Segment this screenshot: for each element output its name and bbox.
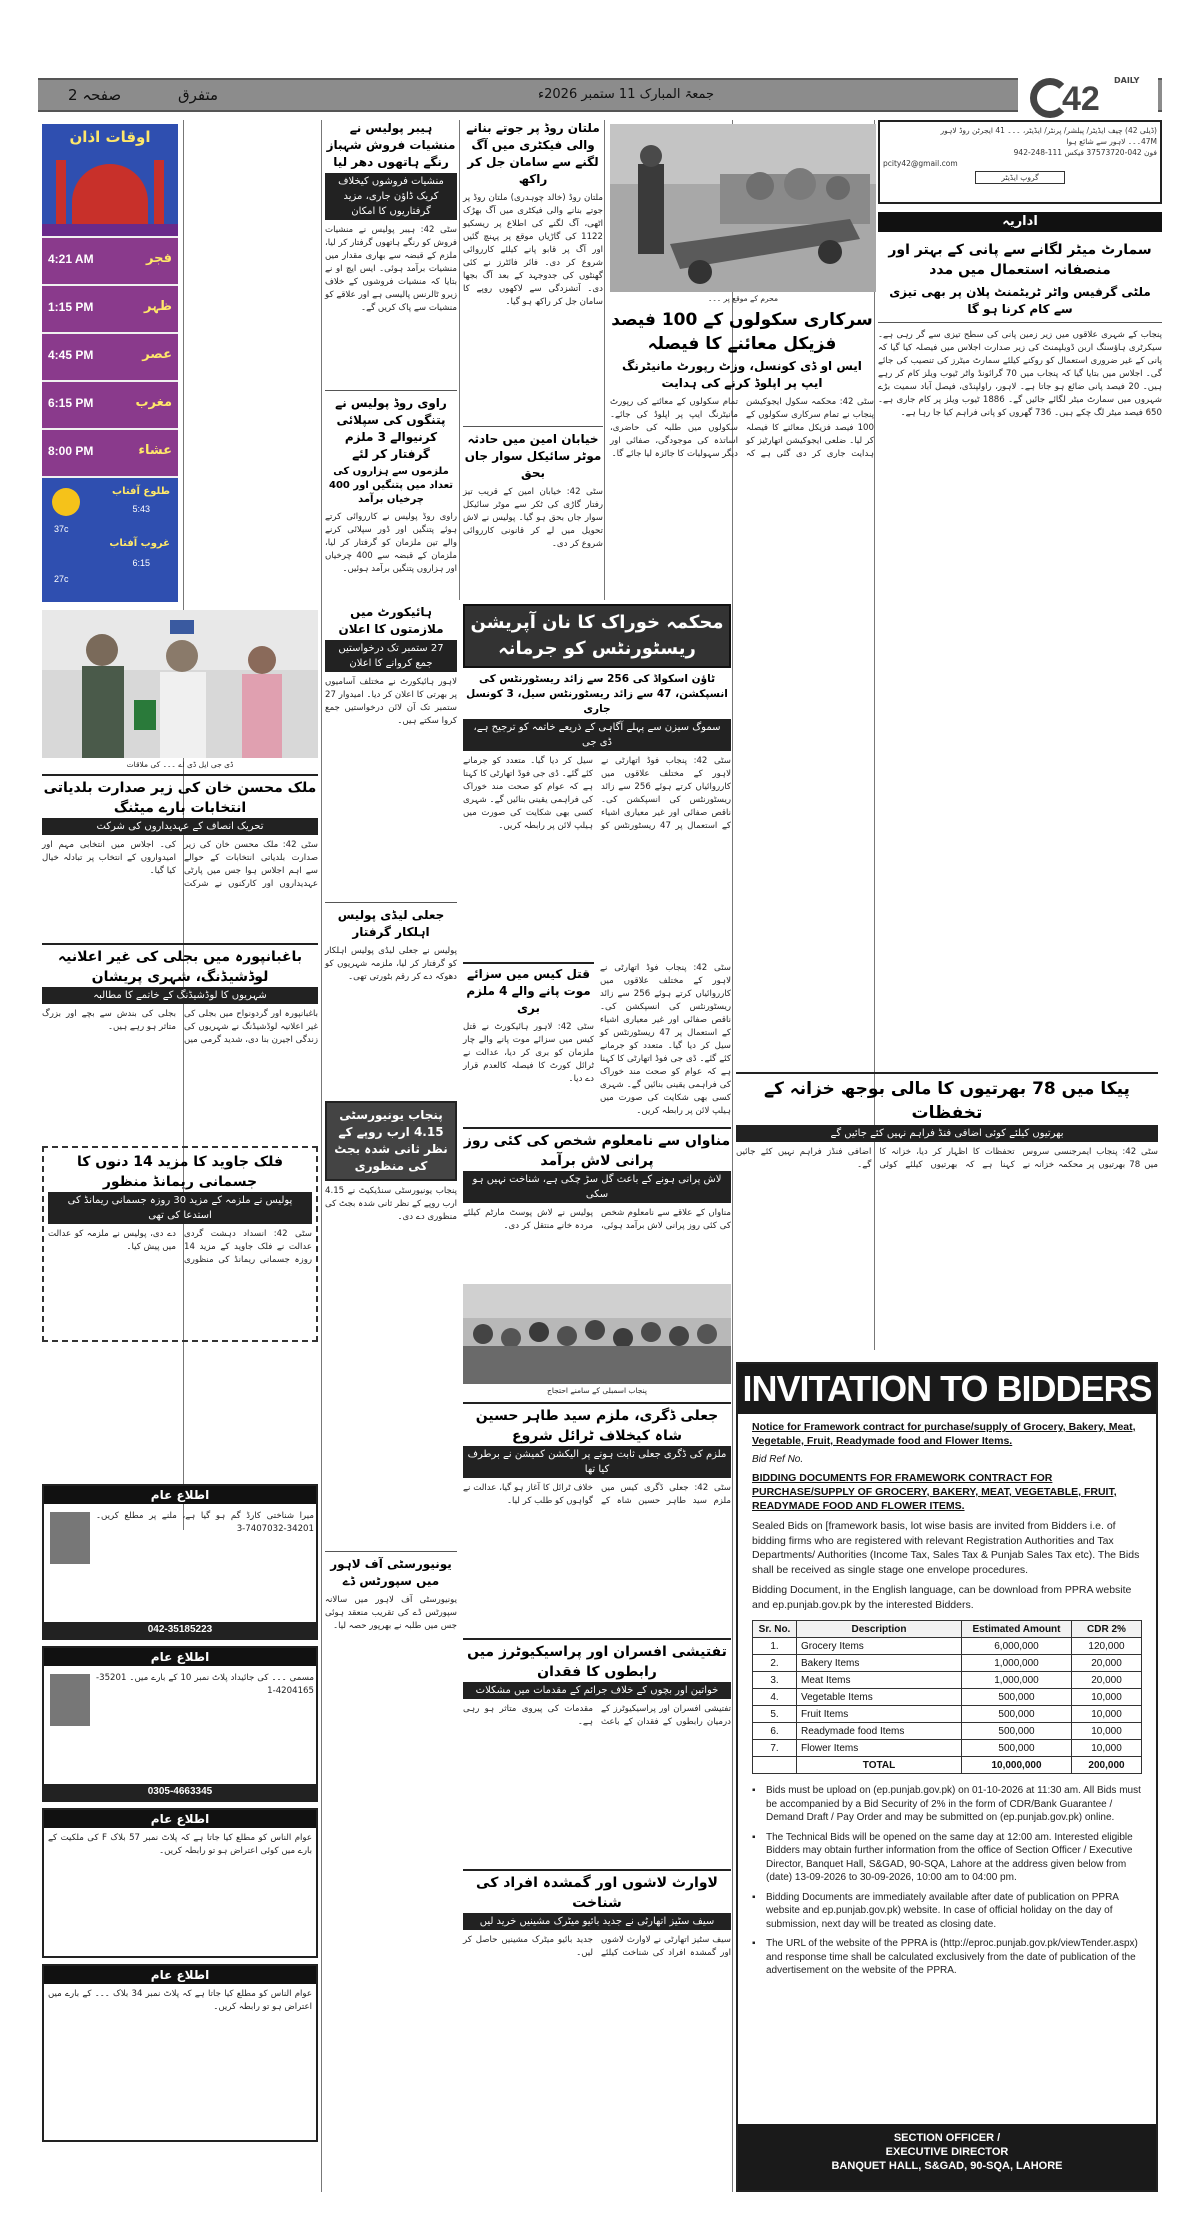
- fire-headline: ملتان روڈ پر جوتے بنانے والی فیکٹری میں آگ لگنے سے سامان جل کر راکھ: [466, 121, 600, 186]
- food-authority-story: [463, 604, 731, 1005]
- logo-daily: DAILY: [1114, 76, 1140, 85]
- tender-footer-line: SECTION OFFICER /: [893, 2132, 1001, 2144]
- fake-degree-body: سٹی 42: جعلی ڈگری کیس میں ملزم سید طاہر حسین شاہ کے خلاف ٹرائل کا آغاز ہو گیا، عدالت نے گواہوں کو طلب کر لیا۔: [463, 1483, 731, 1506]
- city42-logo: [1018, 76, 1158, 124]
- banner-body: سٹی 42: پنجاب فوڈ اتھارٹی نے لاہور کے مختلف علاقوں میں کارروائیاں کرتے ہوئے 256 سے زائد ریسٹورنٹس کی انسپکشن کی۔ ناقص صفائی اور غیر معیاری اشیاء کے استعمال پر 47 ریسٹورنٹس کو سیل کر دیا گیا۔ متعدد کو جرمانے کئے گئے۔ ڈی جی فوڈ اتھارٹی کا کہنا ہے کہ عوام کو صحت مند خوراک کی فراہمی یقینی بنائیں گے۔ شہری کسی بھی شکایت کی صورت میں ہیلپ لائن پر رابطہ کریں۔: [463, 756, 732, 831]
- tender-footer: [738, 2124, 1156, 2190]
- prayer-name: ظہر: [144, 299, 172, 314]
- table-cell: Bakery Items: [797, 1655, 962, 1672]
- banner-subhead2: سموگ سیزن سے پہلے آگاہی کے ذریعے خاتمہ کو ترجیح ہے، ڈی جی: [463, 719, 731, 751]
- masthead-group: گروپ ایڈیٹر: [975, 171, 1065, 184]
- tender-footer-line: BANQUET HALL, S&GAD, 90-SQA, LAHORE: [831, 2160, 1063, 2172]
- sun-icon: [52, 488, 80, 516]
- person-photo: [50, 1512, 90, 1564]
- uol-headline: یونیورسٹی آف لاہور میں سپورٹس ڈے: [325, 1551, 457, 1590]
- announcement-body: عوام الناس کو مطلع کیا جاتا ہے کہ پلاٹ نمبر 34 بلاک ۔۔۔ کے بارے میں اعتراض ہو تو رابطہ کریں۔: [48, 1989, 312, 2012]
- announcement-phone: 0305-4663345: [44, 1784, 316, 1800]
- prayer-time: 4:45 PM: [48, 348, 94, 362]
- schools-headline: سرکاری سکولوں کے 100 فیصد فزیکل معائنے کا فیصلہ: [611, 310, 873, 354]
- announcement-box: [42, 1808, 318, 1958]
- table-header: Sr. No.: [753, 1621, 797, 1638]
- announcement-head: اطلاع عام: [44, 1486, 316, 1504]
- street-vendor-illustration: [610, 124, 876, 292]
- protest-illustration: [463, 1284, 731, 1384]
- meeting-photo: [42, 610, 318, 758]
- prayer-time: 4:21 AM: [48, 252, 94, 266]
- highcourt-jobs-subhead: 27 ستمبر تک درخواستیں جمع کروانے کا اعلان: [325, 640, 457, 672]
- table-row: [753, 1655, 1142, 1672]
- table-header: Description: [797, 1621, 962, 1638]
- protest-photo: [463, 1284, 731, 1384]
- banner-subhead: ٹاؤن اسکواڈ کی 256 سے زائد ریسٹورنٹس کی انسپکشن، 47 سے زائد ریسٹورنٹس سیل، 3 کونسل جاری: [466, 673, 728, 715]
- announcement-body: مسمی ۔۔۔ کی جائیداد پلاٹ نمبر 10 کے بارے میں۔ 35201-4204165-1: [96, 1673, 314, 1696]
- highcourt-jobs-headline: ہائیکورٹ میں ملازمتوں کا اعلان: [338, 605, 444, 636]
- col-f: [325, 604, 457, 2014]
- issue-date: جمعۃ المبارک 11 ستمبر 2026ء: [538, 87, 715, 102]
- table-cell: 500,000: [962, 1706, 1072, 1723]
- prayer-title: اوقات اذان: [69, 128, 151, 146]
- malik-mohsin-headline: ملک محسن خان کی زیر صدارت بلدیاتی انتخابات بارے میٹنگ: [42, 774, 318, 818]
- prayer-time: 6:15 PM: [48, 396, 94, 410]
- malik-mohsin-body: سٹی 42: ملک محسن خان کی زیر صدارت بلدیاتی انتخابات کے حوالے سے اہم اجلاس ہوا جس میں پارٹی عہدیداروں اور کارکنوں نے شرکت کی۔ اجلاس میں انتخابی مہم اور امیدواروں کے انتخاب پر تبادلہ خیال کیا گیا۔: [42, 840, 318, 889]
- sunset-time: 6:15: [132, 558, 150, 568]
- table-row: [753, 1706, 1142, 1723]
- fire-body: ملتان روڈ (خالد چوہدری) ملتان روڈ پر جوتے بنانے والی فیکٹری میں آگ بھڑک اٹھی، آگ لگنے کی اطلاع پر ریسکیو 1122 کی گاڑیاں موقع پر پہنچ گئیں اور آگ پر قابو پانے کیلئے کارروائی شروع کر دی۔ فائر فائٹرز نے کئی گھنٹوں کی جدوجہد کے بعد آگ بجھا دی۔ آتشزدگی سے لاکھوں روپے کا سامان جل کر راکھ ہو گیا۔: [463, 193, 603, 307]
- pika-story: [736, 1072, 1158, 1378]
- fake-degree-headline: جعلی ڈگری، ملزم سید طاہر حسین شاہ کیخلاف ٹرائل شروع: [463, 1402, 731, 1446]
- tender-bullet: ▪ Bids must be upload on (ep.punjab.gov.pk) on 01-10-2026 at 11:30 am. All Bids must be accompanied by a Bid Security of 2% in the form of CDR/Bank Guarantee / Demand Draft / Pay Order and may be submitted on (ep.punjab.gov.pk) online.: [752, 1784, 1142, 1825]
- accident-headline: خیابان امین میں حادثہ موٹر سائیکل سوار جاں بحق: [463, 426, 603, 482]
- tender-bidding-head: BIDDING DOCUMENTS FOR FRAMEWORK CONTRACT FOR PURCHASE/SUPPLY OF GROCERY, BAKERY, MEAT, VEGETABLE, FRUIT, READYMADE FOOD AND FLOWER ITEMS.: [752, 1472, 1117, 1512]
- column-rule: [459, 120, 460, 600]
- tender-bullet: ▪ The URL of the website of the PPRA is (http://eproc.punjab.gov.pk/viewTender.aspx) and response time shall be calculated exclusively from the date of publication of the advertisement on the website of the PPRA.: [752, 1937, 1142, 1978]
- announcement-box: [42, 1646, 318, 1802]
- table-cell: Readymade food Items: [797, 1723, 962, 1740]
- accident-body: سٹی 42: خیابان امین کے قریب تیز رفتار گاڑی کی ٹکر سے موٹر سائیکل سوار جاں بحق ہو گیا۔ پولیس نے لاش تحویل میں لے کر قانونی کارروائی شروع کر دی۔: [463, 487, 603, 549]
- falak-javed-box: [42, 1146, 318, 1342]
- falak-javed-body: سٹی 42: انسداد دہشت گردی عدالت نے فلک جاوید کے مزید 14 روزہ جسمانی ریمانڈ کی منظوری دے دی، پولیس نے ملزمہ کو عدالت میں پیش کیا۔: [48, 1229, 312, 1265]
- table-cell: 5.: [753, 1706, 797, 1723]
- masthead-line: (ڈیلی 42) چیف ایڈیٹر/ پبلشر/ پرنٹر/ ایڈیٹر، ۔۔۔ 41 ایجرٹن روڈ لاہور: [940, 126, 1157, 135]
- table-row: [753, 1689, 1142, 1706]
- minaret-icon: [56, 160, 66, 224]
- pu-budget-headline: پنجاب یونیورسٹی 4.15 ارب روپے کے نظر ثانی شدہ بجٹ کی منظوری: [334, 1108, 448, 1173]
- prayer-name: مغرب: [135, 395, 172, 410]
- prayer-row-maghrib: [42, 380, 178, 428]
- masthead-line: 47M۔۔۔ لاہور سے شائع ہوا: [1066, 137, 1157, 146]
- table-total-amount: 10,000,000: [962, 1757, 1072, 1774]
- loadshedding-headline: باغبانپورہ میں بجلی کی غیر اعلانیہ لوڈشیڈنگ، شہری پریشان: [42, 943, 318, 987]
- temp-low: 27c: [54, 574, 69, 584]
- minaret-icon: [154, 160, 164, 224]
- table-cell: 6,000,000: [962, 1638, 1072, 1655]
- tender-table: [752, 1620, 1142, 1774]
- loadshedding-body: باغبانپورہ اور گردونواح میں بجلی کی غیر اعلانیہ لوڈشیڈنگ نے شہریوں کی زندگی اجیرن بنا دی، شدید گرمی میں بجلی کی بندش سے بچے اور بزرگ متاثر ہو رہے ہیں۔: [42, 1009, 318, 1045]
- logo-number: 42: [1062, 80, 1100, 118]
- banner-continued-body: سٹی 42: پنجاب فوڈ اتھارٹی نے لاہور کے مختلف علاقوں میں کارروائیاں کرتے ہوئے 256 سے زائد ریسٹورنٹس کی انسپکشن کی۔ ناقص صفائی اور غیر معیاری اشیاء کے استعمال پر 47 ریسٹورنٹس کو سیل کر دیا گیا۔ متعدد کو جرمانے کئے گئے۔ ڈی جی فوڈ اتھارٹی کا کہنا ہے کہ عوام کو صحت مند خوراک کی فراہمی یقینی بنائیں گے۔ شہری کسی بھی شکایت کی صورت میں ہیلپ لائن پر رابطہ کریں۔: [600, 963, 731, 1116]
- col-e: [42, 774, 318, 1342]
- death-sentence-headline: قتل کیس میں سزائے موت پانے والے 4 ملزم بری: [463, 962, 594, 1017]
- prayer-time: 8:00 PM: [48, 444, 94, 458]
- table-cell: Flower Items: [797, 1740, 962, 1757]
- newspaper-page: [38, 72, 1162, 2192]
- table-cell: 120,000: [1072, 1638, 1142, 1655]
- table-cell: 500,000: [962, 1689, 1072, 1706]
- table-cell: Vegetable Items: [797, 1689, 962, 1706]
- schools-subhead: ایس او ڈی کونسل، وزٹ رپورٹ مانیٹرنگ ایپ پر اپلوڈ کرنے کی ہدایت: [622, 359, 862, 390]
- falak-javed-subhead: پولیس نے ملزمہ کے مزید 30 روزہ جسمانی ریمانڈ کی استدعا کی تھی: [48, 1192, 312, 1224]
- table-cell: 10,000: [1072, 1723, 1142, 1740]
- unclaimed-bodies-subhead: سیف سٹیز اتھارٹی نے جدید بائیو میٹرک مشینیں خرید لیں: [463, 1913, 731, 1930]
- table-cell: Meat Items: [797, 1672, 962, 1689]
- tender-para-2: Bidding Document, in the English language, can be download from PPRA website and ep.punjab.gov.pk by the interested Bidders.: [752, 1584, 1132, 1611]
- prayer-row-fajr: [42, 236, 178, 284]
- table-cell: [753, 1757, 797, 1774]
- hebr-police-body: سٹی 42: ہیبر پولیس نے منشیات فروش کو رنگے ہاتھوں گرفتار کر لیا، ملزم کے قبضہ سے بھاری مقدار میں منشیات برآمد ہوئی۔ ایس ایچ او نے بتایا کہ منشیات فروشوں کے خلاف زیرو ٹالرنس پالیسی ہے اور علاقے کو منشیات سے پاک کریں گے۔: [325, 225, 457, 313]
- banner-headline: محکمہ خوراک کا نان آپریشن ریسٹورنٹس کو جرمانہ: [470, 612, 724, 659]
- investigators-body: تفتیشی افسران اور پراسیکیوٹرز کے درمیان رابطوں کے فقدان کے باعث مقدمات کی پیروی متاثر ہو رہی ہے۔: [463, 1704, 731, 1727]
- column-rule: [604, 120, 605, 600]
- tender-bullet: ▪ Bidding Documents are immediately available after date of publication on PPRA website and ep.punjab.gov.pk) website. In case of official holiday on the day of submission, next day will be treated as closing date.: [752, 1891, 1142, 1932]
- announcement-head: اطلاع عام: [44, 1966, 316, 1984]
- editorial-body: پنجاب کے شہری علاقوں میں زیر زمین پانی کی سطح تیزی سے گر رہی ہے۔ سیکرٹری ہاؤسنگ اربن ڈویلپمنٹ کی زیر صدارت اجلاس میں فیصلہ کیا گیا کہ پانی کے غیر ضروری استعمال کو روکنے کیلئے سمارٹ میٹرز کی تنصیب کی جائے گی۔ اجلاس میں بتایا گیا کہ پنجاب میں 70 گرائونڈ واٹر ٹیوب ویلز کام کر رہے ہیں۔ 20 فیصد پانی ضائع ہو جاتا ہے۔ لاہور، راولپنڈی، فیصل آباد سمیت بڑے شہروں میں سمارٹ میٹر لگائے جائیں گے۔ 1886 ٹیوب ویلز پر کام جاری ہے۔ 650 فیصد میٹر لگ چکے ہیں۔ 736 گھروں کو پانی فراہم کیا جا رہا ہے۔: [878, 330, 1162, 418]
- table-row: [753, 1740, 1142, 1757]
- prayer-row-zuhr: [42, 284, 178, 332]
- prayer-time: 1:15 PM: [48, 300, 94, 314]
- prayer-row-isha: [42, 428, 178, 476]
- table-cell: 7.: [753, 1740, 797, 1757]
- schools-story: [610, 308, 874, 622]
- street-vendor-photo: [610, 124, 876, 292]
- mosque-base: [42, 224, 178, 236]
- sun-times-box: [42, 476, 178, 602]
- col-g-right-filler: [600, 962, 731, 1121]
- tender-bullet: ▪ The Technical Bids will be opened on the same day at 12:00 am. Interested eligible Bidders may obtain further information from the office of Section Officer / Executive Director, Banquet Hall, S&GAD, 90-SQA, Lahore at the address given below from (date) 13-09-2026 to 30-09-2026, 10:00 am to 04:00 pm.: [752, 1831, 1142, 1885]
- tender-para-1: Sealed Bids on [framework basis, lot wise basis are invited from Bidders i.e. of bidding firms who are registered with relevant Registration Authorities and Tax Departments/ Authorities (Income Tax, Sales Tax & Punjab Sales Tax etc). The Bids shall be received as single stage one envelope procedures.: [752, 1520, 1140, 1576]
- meeting-caption: ڈی جی ایل ڈی اے ۔۔۔ کی ملاقات: [126, 760, 234, 769]
- page-header-strip: [38, 76, 1162, 118]
- prayer-name: فجر: [146, 251, 172, 266]
- death-sentence-story: [463, 962, 594, 1121]
- table-cell: 4.: [753, 1689, 797, 1706]
- pika-subhead: بھرتیوں کیلئے کوئی اضافی فنڈ فراہم نہیں کئے جائیں گے: [736, 1125, 1158, 1142]
- tender-advertisement: [736, 1362, 1158, 2192]
- announcement-head: اطلاع عام: [44, 1648, 316, 1666]
- editorial-subhead: ملٹی گرفیس واٹر ٹریٹمنٹ پلان پر بھی تیزی سے کام کرنا ہو گا: [878, 284, 1162, 323]
- table-cell: 6.: [753, 1723, 797, 1740]
- editorial-label: اداریہ: [878, 212, 1162, 232]
- temp-high: 37c: [54, 524, 69, 534]
- pika-headline: پیکا میں 78 بھرتیوں کا مالی بوجھ خزانہ کے تخفظات: [736, 1072, 1158, 1125]
- prayer-name: عصر: [142, 347, 172, 362]
- table-total-row: [753, 1757, 1142, 1774]
- table-row: [753, 1638, 1142, 1655]
- table-cell: 1.: [753, 1638, 797, 1655]
- masthead-email: pcity42@gmail.com: [883, 159, 958, 168]
- fake-degree-subhead: ملزم کی ڈگری جعلی ثابت ہونے پر الیکشن کمیشن نے برطرف کیا تھا: [463, 1446, 731, 1478]
- highcourt-jobs-body: لاہور ہائیکورٹ نے مختلف آسامیوں پر بھرتی کا اعلان کر دیا۔ امیدوار 27 ستمبر تک آن لائن درخواستیں جمع کروا سکتے ہیں۔: [325, 677, 457, 726]
- investigators-subhead: خواتین اور بچوں کے خلاف جرائم کے مقدمات میں مشکلات: [463, 1682, 731, 1699]
- sunrise-label: طلوع آفتاب: [112, 486, 170, 497]
- prayer-row-asr: [42, 332, 178, 380]
- malik-mohsin-subhead: تحریک انصاف کے عہدیداروں کی شرکت: [42, 818, 318, 835]
- tender-notice: Notice for Framework contract for purchase/supply of Grocery, Bakery, Meat, Vegetable, Fruit, Readymade food and Flower Items.: [752, 1421, 1136, 1447]
- falak-javed-headline: فلک جاوید کا مزید 14 دنوں کا جسمانی ریمانڈ منظور: [76, 1154, 284, 1190]
- sunset-label: غروب آفتاب: [109, 538, 170, 549]
- table-cell: 500,000: [962, 1723, 1072, 1740]
- death-sentence-body: سٹی 42: لاہور ہائیکورٹ نے قتل کیس میں سزائے موت پانے والے چار ملزمان کو بری کر دیا، عدالت نے ٹرائل کورٹ کا فیصلہ کالعدم قرار دے دیا۔: [463, 1022, 594, 1084]
- tender-bid-ref: Bid Ref No.: [752, 1454, 804, 1465]
- fake-police-body: پولیس نے جعلی لیڈی پولیس اہلکار کو گرفتار کر لیا، ملزمہ شہریوں کو دھوکہ دے کر رقم بٹورتی تھی۔: [325, 946, 457, 982]
- tender-footer-line: EXECUTIVE DIRECTOR: [885, 2146, 1009, 2158]
- page-number: صفحہ 2: [68, 86, 122, 104]
- table-header: Estimated Amount: [962, 1621, 1072, 1638]
- ravi-police-body: راوی روڈ پولیس نے کارروائی کرتے ہوئے پتنگیں اور ڈور سپلائی کرنے والے تین ملزمان کو گرفتار کر لیا، ملزمان کے قبضہ سے 400 چرخیاں اور ہزاروں پتنگیں برآمد ہوئیں۔: [325, 512, 457, 574]
- announcement-head: اطلاع عام: [44, 1810, 316, 1828]
- table-cell: 500,000: [962, 1740, 1072, 1757]
- manawan-headline: مناواں سے نامعلوم شخص کی کئی روز پرانی لاش برآمد: [463, 1127, 731, 1171]
- tender-bullets: [738, 1774, 1156, 1978]
- table-cell: 1,000,000: [962, 1655, 1072, 1672]
- editorial-column: [878, 120, 1162, 1149]
- table-row: [753, 1672, 1142, 1689]
- table-cell: 10,000: [1072, 1706, 1142, 1723]
- table-cell: 20,000: [1072, 1672, 1142, 1689]
- announcements-column: [42, 1484, 318, 2142]
- banner-box: [463, 604, 731, 668]
- pu-budget-body: پنجاب یونیورسٹی سنڈیکیٹ نے 4.15 ارب روپے کے نظر ثانی شدہ بجٹ کی منظوری دے دی۔: [325, 1186, 457, 1222]
- police-column: [325, 120, 457, 661]
- meeting-illustration: [42, 610, 318, 758]
- fire-column: [463, 120, 603, 616]
- prayer-times-panel: [42, 124, 178, 602]
- table-cell: 10,000: [1072, 1689, 1142, 1706]
- col-g-row: [463, 962, 731, 1121]
- announcement-box: [42, 1484, 318, 1640]
- editorial-headline: سمارٹ میٹر لگانے سے پانی کے بہتر اور منصفانہ استعمال میں مدد: [888, 242, 1152, 278]
- column-rule: [321, 120, 322, 2192]
- hebr-police-headline: ہیبر پولیس نے منشیات فروش شہباز رنگے ہاتھوں دھر لیا: [326, 121, 456, 169]
- table-cell: 10,000: [1072, 1740, 1142, 1757]
- ravi-police-headline: راوی روڈ پولیس نے پتنگوں کی سپلائی کرنیوالے 3 ملزم گرفتار کر لئے: [325, 390, 457, 463]
- tender-title: INVITATION TO BIDDERS: [738, 1364, 1156, 1414]
- announcement-body: عوام الناس کو مطلع کیا جاتا ہے کہ پلاٹ نمبر 57 بلاک F کی ملکیت کے بارے میں کوئی اعتراض ہو تو رابطہ کریں۔: [48, 1833, 312, 1856]
- prayer-name: عشاء: [138, 443, 172, 458]
- table-row: [753, 1723, 1142, 1740]
- table-cell: 3.: [753, 1672, 797, 1689]
- protest-caption: پنجاب اسمبلی کے سامنے احتجاج: [547, 1386, 647, 1395]
- table-cell: 1,000,000: [962, 1672, 1072, 1689]
- announcement-body: میرا شناختی کارڈ گم ہو گیا ہے، ملنے پر مطلع کریں۔ 34201-7407032-3: [96, 1511, 314, 1534]
- masthead-phone: فون 042-37573720 فیکس 111-248-942: [1013, 148, 1157, 157]
- table-cell: Fruit Items: [797, 1706, 962, 1723]
- investigators-headline: تفتیشی افسران اور پراسیکیوٹرز میں رابطوں کا فقدان: [463, 1638, 731, 1682]
- unclaimed-bodies-headline: لاوارث لاشوں اور گمشدہ افراد کی شناخت: [463, 1869, 731, 1913]
- fake-police-headline: جعلی لیڈی پولیس اہلکار گرفتار: [325, 902, 457, 941]
- table-header: CDR 2%: [1072, 1621, 1142, 1638]
- section-name: متفرق: [178, 86, 219, 104]
- street-vendor-caption: محرم کے موقع پر ۔۔۔: [707, 294, 779, 303]
- table-cell: Grocery Items: [797, 1638, 962, 1655]
- hebr-police-subhead: منشیات فروشوں کیخلاف کریک ڈاؤن جاری، مزید گرفتاریوں کا امکان: [325, 173, 457, 220]
- ravi-police-subhead: ملزموں سے ہزاروں کی تعداد میں پتنگیں اور 400 چرخیاں برآمد: [328, 466, 454, 505]
- unclaimed-bodies-body: سیف سٹیز اتھارٹی نے لاوارث لاشوں اور گمشدہ افراد کی شناخت کیلئے جدید بائیو میٹرک مشینیں حاصل کر لیں۔: [463, 1935, 731, 1958]
- table-cell: 20,000: [1072, 1655, 1142, 1672]
- masthead-box: [878, 120, 1162, 204]
- table-cell: 2.: [753, 1655, 797, 1672]
- pu-budget-box: [325, 1101, 457, 1181]
- table-header-row: [753, 1621, 1142, 1638]
- col-g-bottom: [463, 1402, 731, 2084]
- loadshedding-subhead: شہریوں کا لوڈشیڈنگ کے خاتمے کا مطالبہ: [42, 987, 318, 1004]
- pika-body: سٹی 42: پنجاب ایمرجنسی سروس میں 78 بھرتیوں پر محکمہ خزانہ نے تحفظات کا اظہار کر دیا، خزانہ کا کہنا ہے کہ بھرتیوں کیلئے کوئی اضافی فنڈز فراہم نہیں کئے جائیں گے۔: [736, 1147, 1158, 1170]
- mosque-dome-icon: [72, 164, 148, 224]
- table-total-cdr: 200,000: [1072, 1757, 1142, 1774]
- uol-body: یونیورسٹی آف لاہور میں سالانہ سپورٹس ڈے کی تقریب منعقد ہوئی جس میں طلبہ نے بھرپور حصہ لیا۔: [325, 1595, 457, 1631]
- person-photo: [50, 1674, 90, 1726]
- announcement-box: [42, 1964, 318, 2142]
- col-g: [463, 962, 731, 1323]
- manawan-subhead: لاش پرانی ہونے کے باعث گل سڑ چکی ہے، شناخت نہیں ہو سکی: [463, 1171, 731, 1203]
- table-total-label: TOTAL: [797, 1757, 962, 1774]
- announcement-phone: 042-35185223: [44, 1622, 316, 1638]
- sunrise-time: 5:43: [132, 504, 150, 514]
- schools-body: سٹی 42: محکمہ سکول ایجوکیشن پنجاب نے تمام سرکاری سکولوں کے 100 فیصد فزیکل معائنے کا فیصلہ کر لیا۔ ضلعی ایجوکیشن اتھارٹیز کو ہدایت جاری کر دی گئی ہے کہ تمام سکولوں کے معائنے کی رپورٹ مانیٹرنگ ایپ پر اپلوڈ کی جائے۔ سکولوں میں طلبہ کی حاضری، اساتذہ کی موجودگی، صفائی اور دیگر سہولیات کا جائزہ لیا جائے گا۔: [610, 397, 874, 459]
- manawan-body: مناواں کے علاقے سے نامعلوم شخص کی کئی روز پرانی لاش برآمد ہوئی، پولیس نے لاش پوسٹ مارٹم کیلئے مردہ خانے منتقل کر دی۔: [463, 1208, 731, 1231]
